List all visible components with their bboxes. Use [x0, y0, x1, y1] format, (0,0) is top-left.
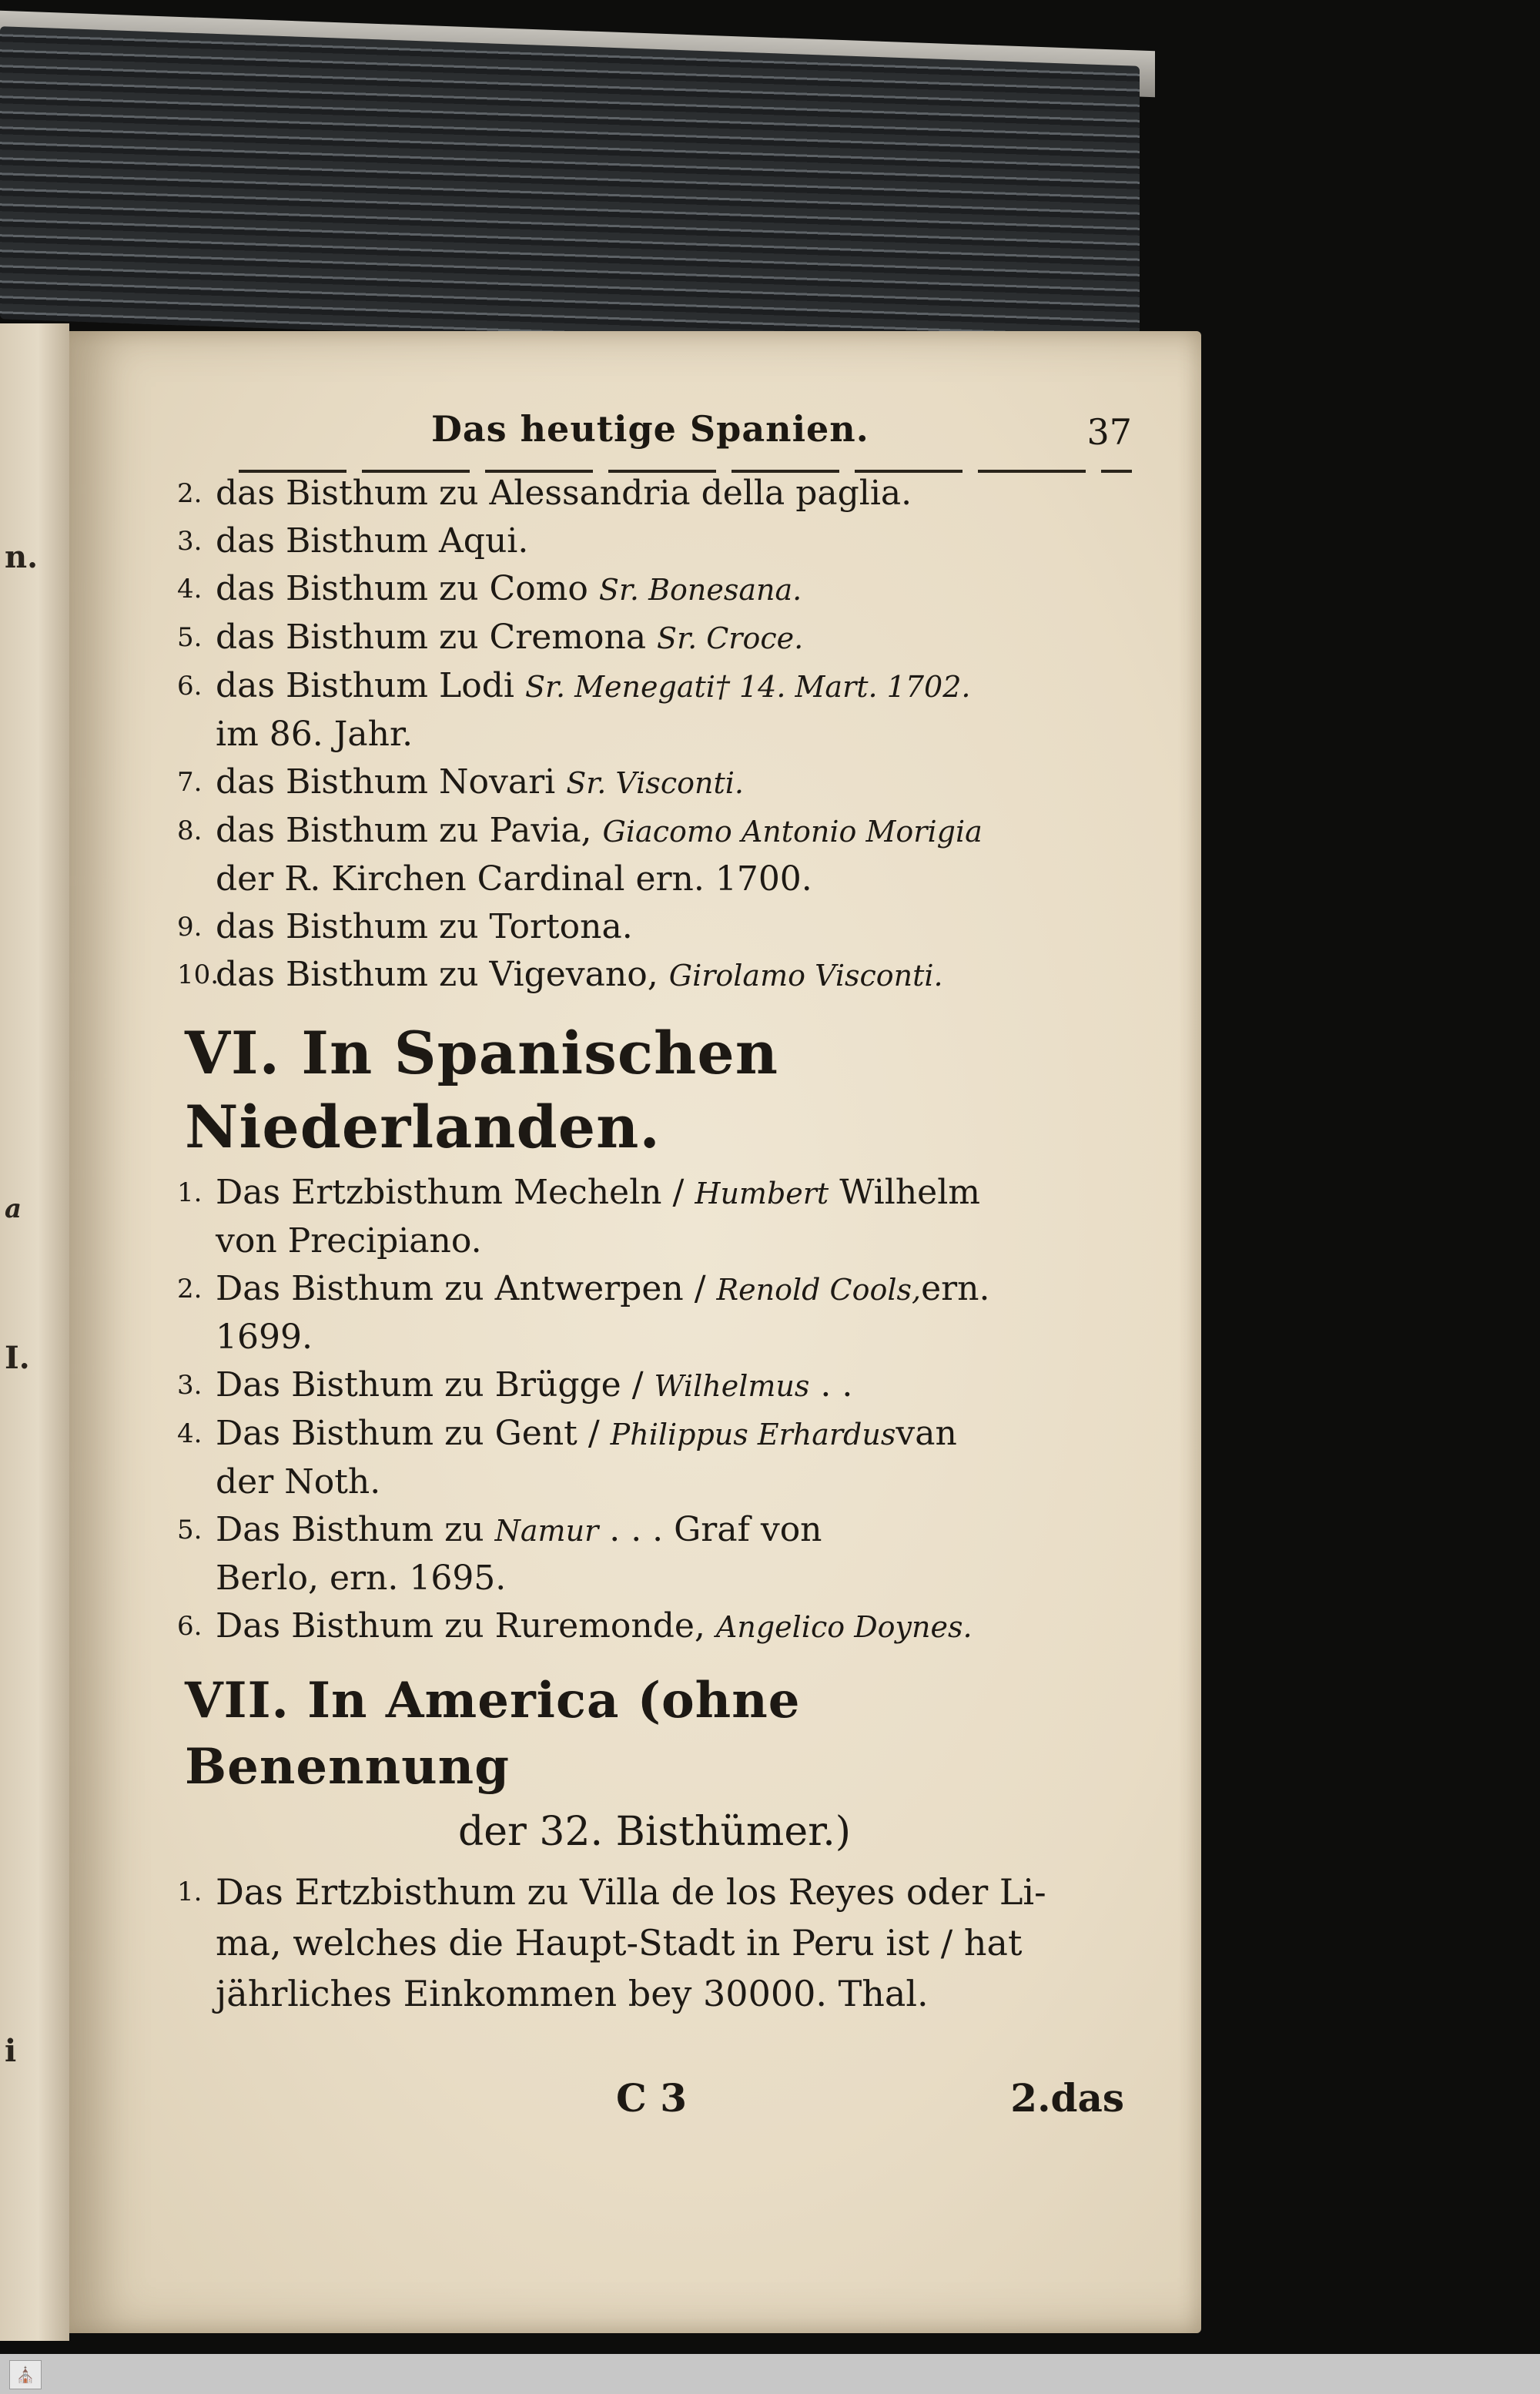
list-item [177, 517, 1124, 565]
item-text: das Bisthum zu Tortona. [216, 907, 633, 946]
item-number: 9. [177, 912, 203, 943]
left-page-fragment: i [5, 2033, 17, 2069]
gathering-signature: C 3 [616, 2075, 687, 2121]
left-page-fragment: a [5, 1194, 22, 1224]
item-text: das Bisthum zu Alessandria della paglia. [216, 474, 912, 513]
item-number: 3. [177, 1370, 203, 1401]
item-number: 4. [177, 574, 203, 604]
item-number: 4. [177, 1418, 203, 1449]
page-number: 37 [1086, 411, 1132, 453]
item-italic: Namur [494, 1514, 599, 1548]
item-text: Das Bisthum zu [216, 1510, 484, 1549]
item-italic: Renold Cools, [716, 1273, 922, 1307]
item-italic: Philippus Erhardus [610, 1418, 896, 1451]
item-number: 6. [177, 1611, 203, 1642]
item-number: 1. [177, 1177, 203, 1208]
list-item [177, 1361, 1124, 1410]
item-continuation: ma, welches die Haupt-Stadt in Peru ist / hat [216, 1922, 1023, 1964]
item-number: 7. [177, 767, 203, 798]
page-footer-line [185, 2075, 1124, 2129]
item-continuation: 1699. [216, 1318, 313, 1357]
item-text: Das Bisthum zu Antwerpen / [216, 1269, 706, 1308]
item-number: 8. [177, 815, 203, 846]
item-number: 1. [177, 1877, 203, 1907]
item-text: das Bisthum Aqui. [216, 521, 529, 561]
item-text: Das Bisthum zu Ruremonde, [216, 1606, 705, 1646]
item-tail: . . [820, 1365, 853, 1405]
item-italic: Sr. Bonesana. [598, 573, 802, 607]
item-text: das Bisthum zu Cremona [216, 618, 647, 657]
scan-footer-bar [0, 2354, 1540, 2394]
item-number: 3. [177, 526, 203, 557]
item-text: das Bisthum Novari [216, 762, 556, 802]
item-continuation: der Noth. [216, 1462, 381, 1502]
section-subheading-vii: der 32. Bisthümer.) [457, 1809, 852, 1855]
list-item [177, 1410, 1124, 1506]
item-italic: Girolamo Visconti. [668, 959, 943, 993]
item-continuation: jährliches Einkommen bey 30000. Thal. [216, 1973, 929, 2014]
item-italic: Giacomo Antonio Morigia [602, 815, 983, 849]
item-number: 6. [177, 671, 203, 701]
book-page [69, 331, 1201, 2333]
item-italic: Sr. Croce. [657, 621, 804, 655]
item-tail: . . . Graf von [609, 1510, 822, 1549]
item-italic: Angelico Doynes. [715, 1610, 973, 1644]
item-continuation: Berlo, ern. 1695. [216, 1559, 507, 1598]
left-page-edge [0, 323, 69, 2341]
list-item [177, 1265, 1124, 1361]
section-heading-vii: VII. In America (ohne Benennung [185, 1672, 801, 1796]
item-number: 5. [177, 622, 203, 653]
item-number: 5. [177, 1515, 203, 1545]
book-page-edges [0, 26, 1140, 359]
list-item [177, 1169, 1124, 1265]
item-number: 10. [177, 959, 219, 990]
item-text: Das Ertzbisthum Mecheln / [216, 1173, 685, 1212]
item-text: das Bisthum zu Como [216, 569, 588, 608]
catchword: 2.das [1010, 2075, 1124, 2121]
item-continuation: im 86. Jahr. [216, 715, 413, 754]
item-italic: Sr. Menegati† 14. Mart. 1702. [524, 670, 971, 704]
list-item [177, 1506, 1124, 1602]
library-logo-icon: ⛪ [9, 2360, 42, 2389]
item-text: Das Ertzbisthum zu Villa de los Reyes oder Li- [216, 1871, 1046, 1913]
item-italic: Humbert [695, 1177, 829, 1210]
list-item [177, 903, 1124, 951]
item-text: Das Bisthum zu Brügge / [216, 1365, 644, 1405]
item-continuation: von Precipiano. [216, 1221, 482, 1261]
item-number: 2. [177, 478, 203, 509]
page-header [169, 408, 1132, 462]
item-tail: ern. [921, 1269, 990, 1308]
list-item [177, 1867, 1124, 2019]
item-text: das Bisthum Lodi [216, 666, 514, 705]
list-item [177, 470, 1124, 517]
list-item [177, 614, 1124, 662]
page-content [177, 470, 1124, 2019]
list-item [177, 807, 1124, 903]
item-continuation: der R. Kirchen Cardinal ern. 1700. [216, 859, 812, 899]
left-page-fragment: n. [5, 539, 38, 575]
list-item [177, 951, 1124, 999]
item-tail: van [896, 1414, 957, 1453]
item-italic: Wilhelmus [654, 1369, 810, 1403]
item-text: das Bisthum zu Vigevano, [216, 955, 658, 994]
item-text: das Bisthum zu Pavia, [216, 811, 592, 850]
left-page-fragment: I. [5, 1340, 30, 1376]
running-head: Das heutige Spanien. [431, 408, 869, 450]
list-item [177, 565, 1124, 614]
item-text: Das Bisthum zu Gent / [216, 1414, 600, 1453]
list-item [177, 1602, 1124, 1651]
item-italic: Sr. Visconti. [566, 766, 744, 800]
list-item [177, 662, 1124, 758]
item-number: 2. [177, 1274, 203, 1304]
list-item [177, 758, 1124, 807]
item-tail: Wilhelm [839, 1173, 980, 1212]
section-heading-vi: VI. In Spanischen Niederlanden. [185, 1019, 779, 1161]
